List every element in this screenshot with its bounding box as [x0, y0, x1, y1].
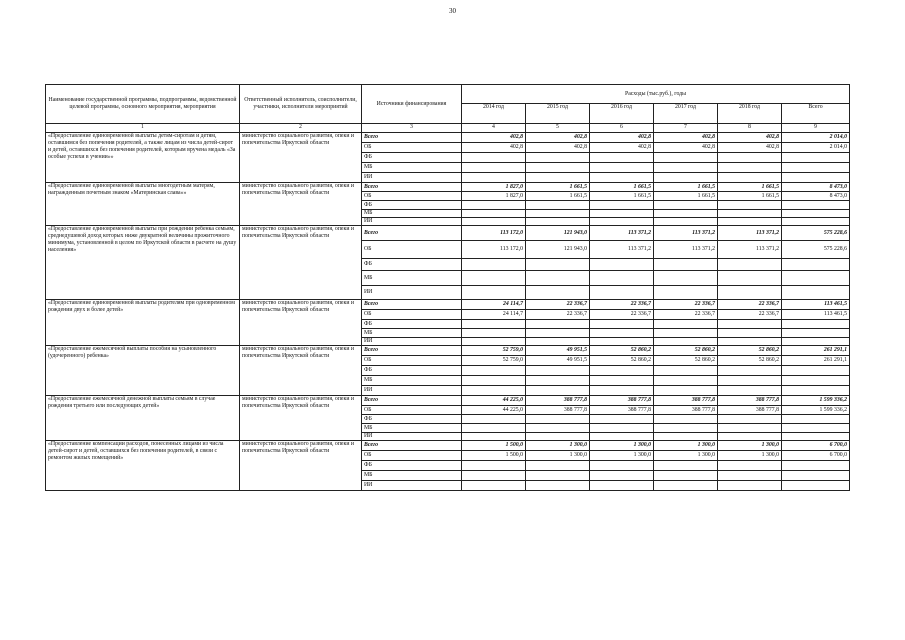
- column-number: 7: [654, 124, 718, 133]
- year-value: 388 777,8: [718, 406, 782, 415]
- year-value: [462, 271, 526, 286]
- year-value: 388 777,8: [526, 396, 590, 406]
- year-value: 402,8: [718, 143, 782, 153]
- total-value: 1 599 336,2: [782, 406, 850, 415]
- total-value: 113 461,5: [782, 300, 850, 310]
- total-value: [782, 210, 850, 218]
- year-value: [590, 153, 654, 163]
- year-value: 388 777,8: [718, 396, 782, 406]
- header-name-column: Наименование государственной программы, подпрограммы, ведомственной целевой программы, основного мероприятия, мероприятия: [46, 85, 240, 124]
- year-value: [462, 163, 526, 173]
- year-value: [590, 201, 654, 210]
- year-value: 1 827,0: [462, 192, 526, 201]
- measure-executor: министерство социального развития, опеки и попечительства Иркутской области: [240, 300, 362, 346]
- year-value: 1 661,5: [590, 183, 654, 192]
- year-value: 388 777,8: [590, 406, 654, 415]
- funding-source: ФБ: [362, 461, 462, 471]
- total-value: 2 014,0: [782, 143, 850, 153]
- budget-table: [45, 84, 850, 491]
- funding-source: ОБ: [362, 310, 462, 320]
- year-value: [462, 210, 526, 218]
- year-value: 402,8: [462, 133, 526, 143]
- header-total: Всего: [782, 104, 850, 124]
- total-value: [782, 386, 850, 396]
- table-row: [46, 396, 850, 406]
- year-value: [526, 329, 590, 338]
- funding-source: ИИ: [362, 386, 462, 396]
- column-number: 3: [362, 124, 462, 133]
- year-value: [654, 424, 718, 433]
- year-value: 44 225,0: [462, 406, 526, 415]
- total-value: 261 291,1: [782, 346, 850, 356]
- measure-name: «Предоставление единовременной выплаты родителям при одновременном рождении двух и более детей»: [46, 300, 240, 346]
- year-value: [654, 471, 718, 481]
- total-value: [782, 320, 850, 329]
- funding-source: МБ: [362, 163, 462, 173]
- column-number: 4: [462, 124, 526, 133]
- year-value: [654, 201, 718, 210]
- year-value: 1 300,0: [590, 451, 654, 461]
- funding-source: ОБ: [362, 192, 462, 201]
- funding-source: ФБ: [362, 201, 462, 210]
- column-number: 8: [718, 124, 782, 133]
- year-value: 52 860,2: [654, 346, 718, 356]
- table-row: [46, 441, 850, 451]
- year-value: 113 371,2: [654, 226, 718, 241]
- year-value: 121 943,0: [526, 226, 590, 241]
- year-value: [718, 210, 782, 218]
- year-value: 402,8: [654, 143, 718, 153]
- year-value: [718, 461, 782, 471]
- column-number: 6: [590, 124, 654, 133]
- year-value: 402,8: [654, 133, 718, 143]
- total-value: [782, 286, 850, 300]
- year-value: [718, 424, 782, 433]
- year-value: 52 860,2: [718, 346, 782, 356]
- year-value: 1 300,0: [654, 451, 718, 461]
- year-value: 1 661,5: [654, 183, 718, 192]
- total-value: [782, 173, 850, 183]
- year-value: [718, 320, 782, 329]
- year-value: [526, 320, 590, 329]
- total-value: 575 228,6: [782, 226, 850, 241]
- year-value: 1 300,0: [718, 441, 782, 451]
- year-value: [526, 286, 590, 300]
- year-value: [526, 173, 590, 183]
- funding-source: ФБ: [362, 153, 462, 163]
- year-value: 402,8: [526, 133, 590, 143]
- total-value: 6 700,0: [782, 451, 850, 461]
- year-value: 49 951,5: [526, 346, 590, 356]
- funding-source: МБ: [362, 329, 462, 338]
- year-value: 388 777,8: [590, 396, 654, 406]
- year-value: [462, 218, 526, 226]
- measure-executor: министерство социального развития, опеки и попечительства Иркутской области: [240, 133, 362, 183]
- year-value: 22 336,7: [526, 310, 590, 320]
- year-value: [526, 424, 590, 433]
- year-value: [654, 376, 718, 386]
- measure-executor: министерство социального развития, опеки и попечительства Иркутской области: [240, 396, 362, 441]
- year-value: [718, 366, 782, 376]
- year-value: [654, 461, 718, 471]
- year-value: 1 661,5: [718, 183, 782, 192]
- measure-name: «Предоставление компенсации расходов, понесенных лицами из числа детей-сирот и детей, оставшихся без попечения родителей, в связи с ремонтом жилых помещений»: [46, 441, 240, 491]
- total-value: 6 700,0: [782, 441, 850, 451]
- funding-source: ИИ: [362, 481, 462, 491]
- year-value: [718, 153, 782, 163]
- year-value: [718, 415, 782, 424]
- measure-name: «Предоставление единовременной выплаты детям-сиротам и детям, оставшимся без попечения родителей, а также лицам из числа детей-сирот и детей, оставшихся без попечения родителей, которым вручена медаль «За особые успехи в учении»»: [46, 133, 240, 183]
- total-value: 8 473,0: [782, 192, 850, 201]
- table-header: [46, 85, 850, 133]
- header-year: 2016 год: [590, 104, 654, 124]
- funding-source: Всего: [362, 441, 462, 451]
- year-value: [462, 173, 526, 183]
- total-value: [782, 163, 850, 173]
- year-value: 52 759,0: [462, 356, 526, 366]
- year-value: 113 172,0: [462, 226, 526, 241]
- year-value: 22 336,7: [526, 300, 590, 310]
- year-value: 402,8: [590, 133, 654, 143]
- funding-source: ФБ: [362, 320, 462, 329]
- total-value: [782, 271, 850, 286]
- year-value: [718, 218, 782, 226]
- measure-name: «Предоставление ежемесячной денежной выплаты семьям в случае рождения третьего или последующих детей»: [46, 396, 240, 441]
- year-value: [462, 386, 526, 396]
- year-value: 22 336,7: [718, 300, 782, 310]
- funding-source: Всего: [362, 183, 462, 192]
- total-value: [782, 376, 850, 386]
- year-value: [526, 433, 590, 441]
- year-value: [462, 286, 526, 300]
- year-value: [462, 376, 526, 386]
- total-value: 8 473,0: [782, 183, 850, 192]
- year-value: [526, 271, 590, 286]
- year-value: [718, 173, 782, 183]
- funding-source: МБ: [362, 271, 462, 286]
- year-value: [718, 376, 782, 386]
- total-value: [782, 366, 850, 376]
- year-value: [590, 386, 654, 396]
- year-value: [590, 173, 654, 183]
- year-value: [654, 329, 718, 338]
- measure-executor: министерство социального развития, опеки и попечительства Иркутской области: [240, 183, 362, 226]
- year-value: [718, 163, 782, 173]
- year-value: 1 827,0: [462, 183, 526, 192]
- year-value: 402,8: [590, 143, 654, 153]
- year-value: [654, 415, 718, 424]
- year-value: [590, 259, 654, 271]
- year-value: [462, 153, 526, 163]
- year-value: 402,8: [462, 143, 526, 153]
- year-value: [526, 210, 590, 218]
- year-value: 1 300,0: [590, 441, 654, 451]
- measure-name: «Предоставление единовременной выплаты при рождении ребенка семьям, среднедушевой доход которых ниже двукратной величины прожиточного минимума, установленной в целом по Иркутской области в расчете на душу населения»: [46, 226, 240, 300]
- year-value: [526, 218, 590, 226]
- year-value: [590, 424, 654, 433]
- year-value: 24 114,7: [462, 300, 526, 310]
- total-value: 1 599 336,2: [782, 396, 850, 406]
- year-value: [654, 481, 718, 491]
- year-value: [590, 366, 654, 376]
- column-number: 5: [526, 124, 590, 133]
- year-value: [526, 376, 590, 386]
- year-value: [718, 259, 782, 271]
- header-source-column: Источники финансирования: [362, 85, 462, 124]
- year-value: [526, 386, 590, 396]
- year-value: [654, 153, 718, 163]
- year-value: [526, 338, 590, 346]
- year-value: [462, 415, 526, 424]
- year-value: 22 336,7: [654, 300, 718, 310]
- year-value: [590, 210, 654, 218]
- table-body: [46, 133, 850, 491]
- funding-source: Всего: [362, 396, 462, 406]
- total-value: [782, 433, 850, 441]
- year-value: [590, 338, 654, 346]
- year-value: [654, 271, 718, 286]
- year-value: 1 661,5: [654, 192, 718, 201]
- year-value: 113 371,2: [654, 241, 718, 259]
- total-value: [782, 329, 850, 338]
- year-value: 52 860,2: [590, 356, 654, 366]
- funding-source: ОБ: [362, 143, 462, 153]
- table-row: [46, 183, 850, 192]
- year-value: 113 371,2: [590, 226, 654, 241]
- year-value: [526, 153, 590, 163]
- year-value: [462, 461, 526, 471]
- year-value: [590, 286, 654, 300]
- measure-name: «Предоставление ежемесячной выплаты пособия на усыновленного (удочеренного) ребенка»: [46, 346, 240, 396]
- year-value: [590, 433, 654, 441]
- funding-source: Всего: [362, 346, 462, 356]
- funding-source: ИИ: [362, 433, 462, 441]
- year-value: [718, 338, 782, 346]
- year-value: [462, 329, 526, 338]
- year-value: [590, 471, 654, 481]
- year-value: 113 371,2: [718, 241, 782, 259]
- funding-source: МБ: [362, 471, 462, 481]
- year-value: [462, 433, 526, 441]
- funding-source: МБ: [362, 376, 462, 386]
- column-number: 1: [46, 124, 240, 133]
- total-value: 261 291,1: [782, 356, 850, 366]
- year-value: [462, 366, 526, 376]
- year-value: [526, 366, 590, 376]
- header-executor-column: Ответственный исполнитель, соисполнители, участники, исполнители мероприятий: [240, 85, 362, 124]
- year-value: [526, 461, 590, 471]
- year-value: 402,8: [718, 133, 782, 143]
- year-value: 1 500,0: [462, 451, 526, 461]
- measure-executor: министерство социального развития, опеки и попечительства Иркутской области: [240, 226, 362, 300]
- year-value: 113 371,2: [718, 226, 782, 241]
- funding-source: МБ: [362, 424, 462, 433]
- year-value: [462, 320, 526, 329]
- column-number: 9: [782, 124, 850, 133]
- year-value: 22 336,7: [654, 310, 718, 320]
- year-value: 113 172,0: [462, 241, 526, 259]
- table-row: [46, 226, 850, 241]
- year-value: [462, 259, 526, 271]
- year-value: [718, 201, 782, 210]
- year-value: [654, 338, 718, 346]
- year-value: [590, 320, 654, 329]
- year-value: [462, 201, 526, 210]
- year-value: [590, 481, 654, 491]
- year-value: 388 777,8: [526, 406, 590, 415]
- total-value: 575 228,6: [782, 241, 850, 259]
- funding-source: Всего: [362, 226, 462, 241]
- year-value: [654, 320, 718, 329]
- year-value: [462, 481, 526, 491]
- year-value: 1 500,0: [462, 441, 526, 451]
- total-value: [782, 259, 850, 271]
- funding-source: ИИ: [362, 173, 462, 183]
- year-value: [654, 286, 718, 300]
- header-year: 2014 год: [462, 104, 526, 124]
- year-value: [526, 471, 590, 481]
- year-value: 52 860,2: [654, 356, 718, 366]
- year-value: [590, 329, 654, 338]
- total-value: [782, 424, 850, 433]
- year-value: [718, 386, 782, 396]
- total-value: [782, 481, 850, 491]
- year-value: 1 300,0: [526, 441, 590, 451]
- year-value: [654, 218, 718, 226]
- funding-source: МБ: [362, 210, 462, 218]
- measure-executor: министерство социального развития, опеки и попечительства Иркутской области: [240, 441, 362, 491]
- measure-executor: министерство социального развития, опеки и попечительства Иркутской области: [240, 346, 362, 396]
- total-value: [782, 415, 850, 424]
- total-value: 113 461,5: [782, 310, 850, 320]
- year-value: [590, 163, 654, 173]
- year-value: 1 661,5: [590, 192, 654, 201]
- funding-source: ИИ: [362, 338, 462, 346]
- year-value: [590, 415, 654, 424]
- year-value: 22 336,7: [718, 310, 782, 320]
- year-value: [654, 386, 718, 396]
- year-value: [526, 201, 590, 210]
- year-value: [654, 163, 718, 173]
- year-value: [462, 338, 526, 346]
- funding-source: ФБ: [362, 415, 462, 424]
- total-value: 2 014,0: [782, 133, 850, 143]
- year-value: [590, 271, 654, 286]
- year-value: 44 225,0: [462, 396, 526, 406]
- funding-source: ОБ: [362, 356, 462, 366]
- year-value: [718, 433, 782, 441]
- year-value: [654, 433, 718, 441]
- year-value: 1 300,0: [526, 451, 590, 461]
- funding-source: ОБ: [362, 241, 462, 259]
- total-value: [782, 201, 850, 210]
- funding-source: ОБ: [362, 451, 462, 461]
- funding-source: ИИ: [362, 286, 462, 300]
- year-value: 388 777,8: [654, 406, 718, 415]
- header-year: 2017 год: [654, 104, 718, 124]
- year-value: 402,8: [526, 143, 590, 153]
- total-value: [782, 461, 850, 471]
- year-value: [654, 210, 718, 218]
- funding-source: ОБ: [362, 406, 462, 415]
- table-row: [46, 133, 850, 143]
- year-value: 113 371,2: [590, 241, 654, 259]
- year-value: 24 114,7: [462, 310, 526, 320]
- year-value: [526, 415, 590, 424]
- year-value: [718, 481, 782, 491]
- total-value: [782, 471, 850, 481]
- year-value: 22 336,7: [590, 310, 654, 320]
- year-value: 52 860,2: [590, 346, 654, 356]
- measure-name: «Предоставление единовременной выплаты многодетным матерям, награжденным почетным знаком «Материнская слава»»: [46, 183, 240, 226]
- year-value: [654, 173, 718, 183]
- year-value: 1 661,5: [718, 192, 782, 201]
- funding-source: Всего: [362, 300, 462, 310]
- year-value: [654, 259, 718, 271]
- year-value: [590, 461, 654, 471]
- year-value: [526, 163, 590, 173]
- year-value: 1 661,5: [526, 192, 590, 201]
- funding-source: ФБ: [362, 259, 462, 271]
- year-value: [526, 481, 590, 491]
- year-value: 1 300,0: [654, 441, 718, 451]
- header-expenses: Расходы (тыс.руб.), годы: [462, 85, 850, 104]
- funding-source: ФБ: [362, 366, 462, 376]
- header-year: 2018 год: [718, 104, 782, 124]
- funding-source: ИИ: [362, 218, 462, 226]
- column-number: 2: [240, 124, 362, 133]
- total-value: [782, 338, 850, 346]
- year-value: [590, 218, 654, 226]
- year-value: 388 777,8: [654, 396, 718, 406]
- table-row: [46, 346, 850, 356]
- year-value: 49 951,5: [526, 356, 590, 366]
- year-value: [718, 271, 782, 286]
- total-value: [782, 153, 850, 163]
- year-value: 22 336,7: [590, 300, 654, 310]
- year-value: [718, 329, 782, 338]
- total-value: [782, 218, 850, 226]
- year-value: [718, 471, 782, 481]
- year-value: [462, 424, 526, 433]
- year-value: 1 661,5: [526, 183, 590, 192]
- header-year: 2015 год: [526, 104, 590, 124]
- year-value: 52 759,0: [462, 346, 526, 356]
- year-value: 1 300,0: [718, 451, 782, 461]
- funding-source: Всего: [362, 133, 462, 143]
- year-value: 52 860,2: [718, 356, 782, 366]
- year-value: [654, 366, 718, 376]
- table-row: [46, 300, 850, 310]
- year-value: [526, 259, 590, 271]
- year-value: [590, 376, 654, 386]
- year-value: 121 943,0: [526, 241, 590, 259]
- year-value: [462, 471, 526, 481]
- page-number: 30: [449, 7, 456, 15]
- year-value: [718, 286, 782, 300]
